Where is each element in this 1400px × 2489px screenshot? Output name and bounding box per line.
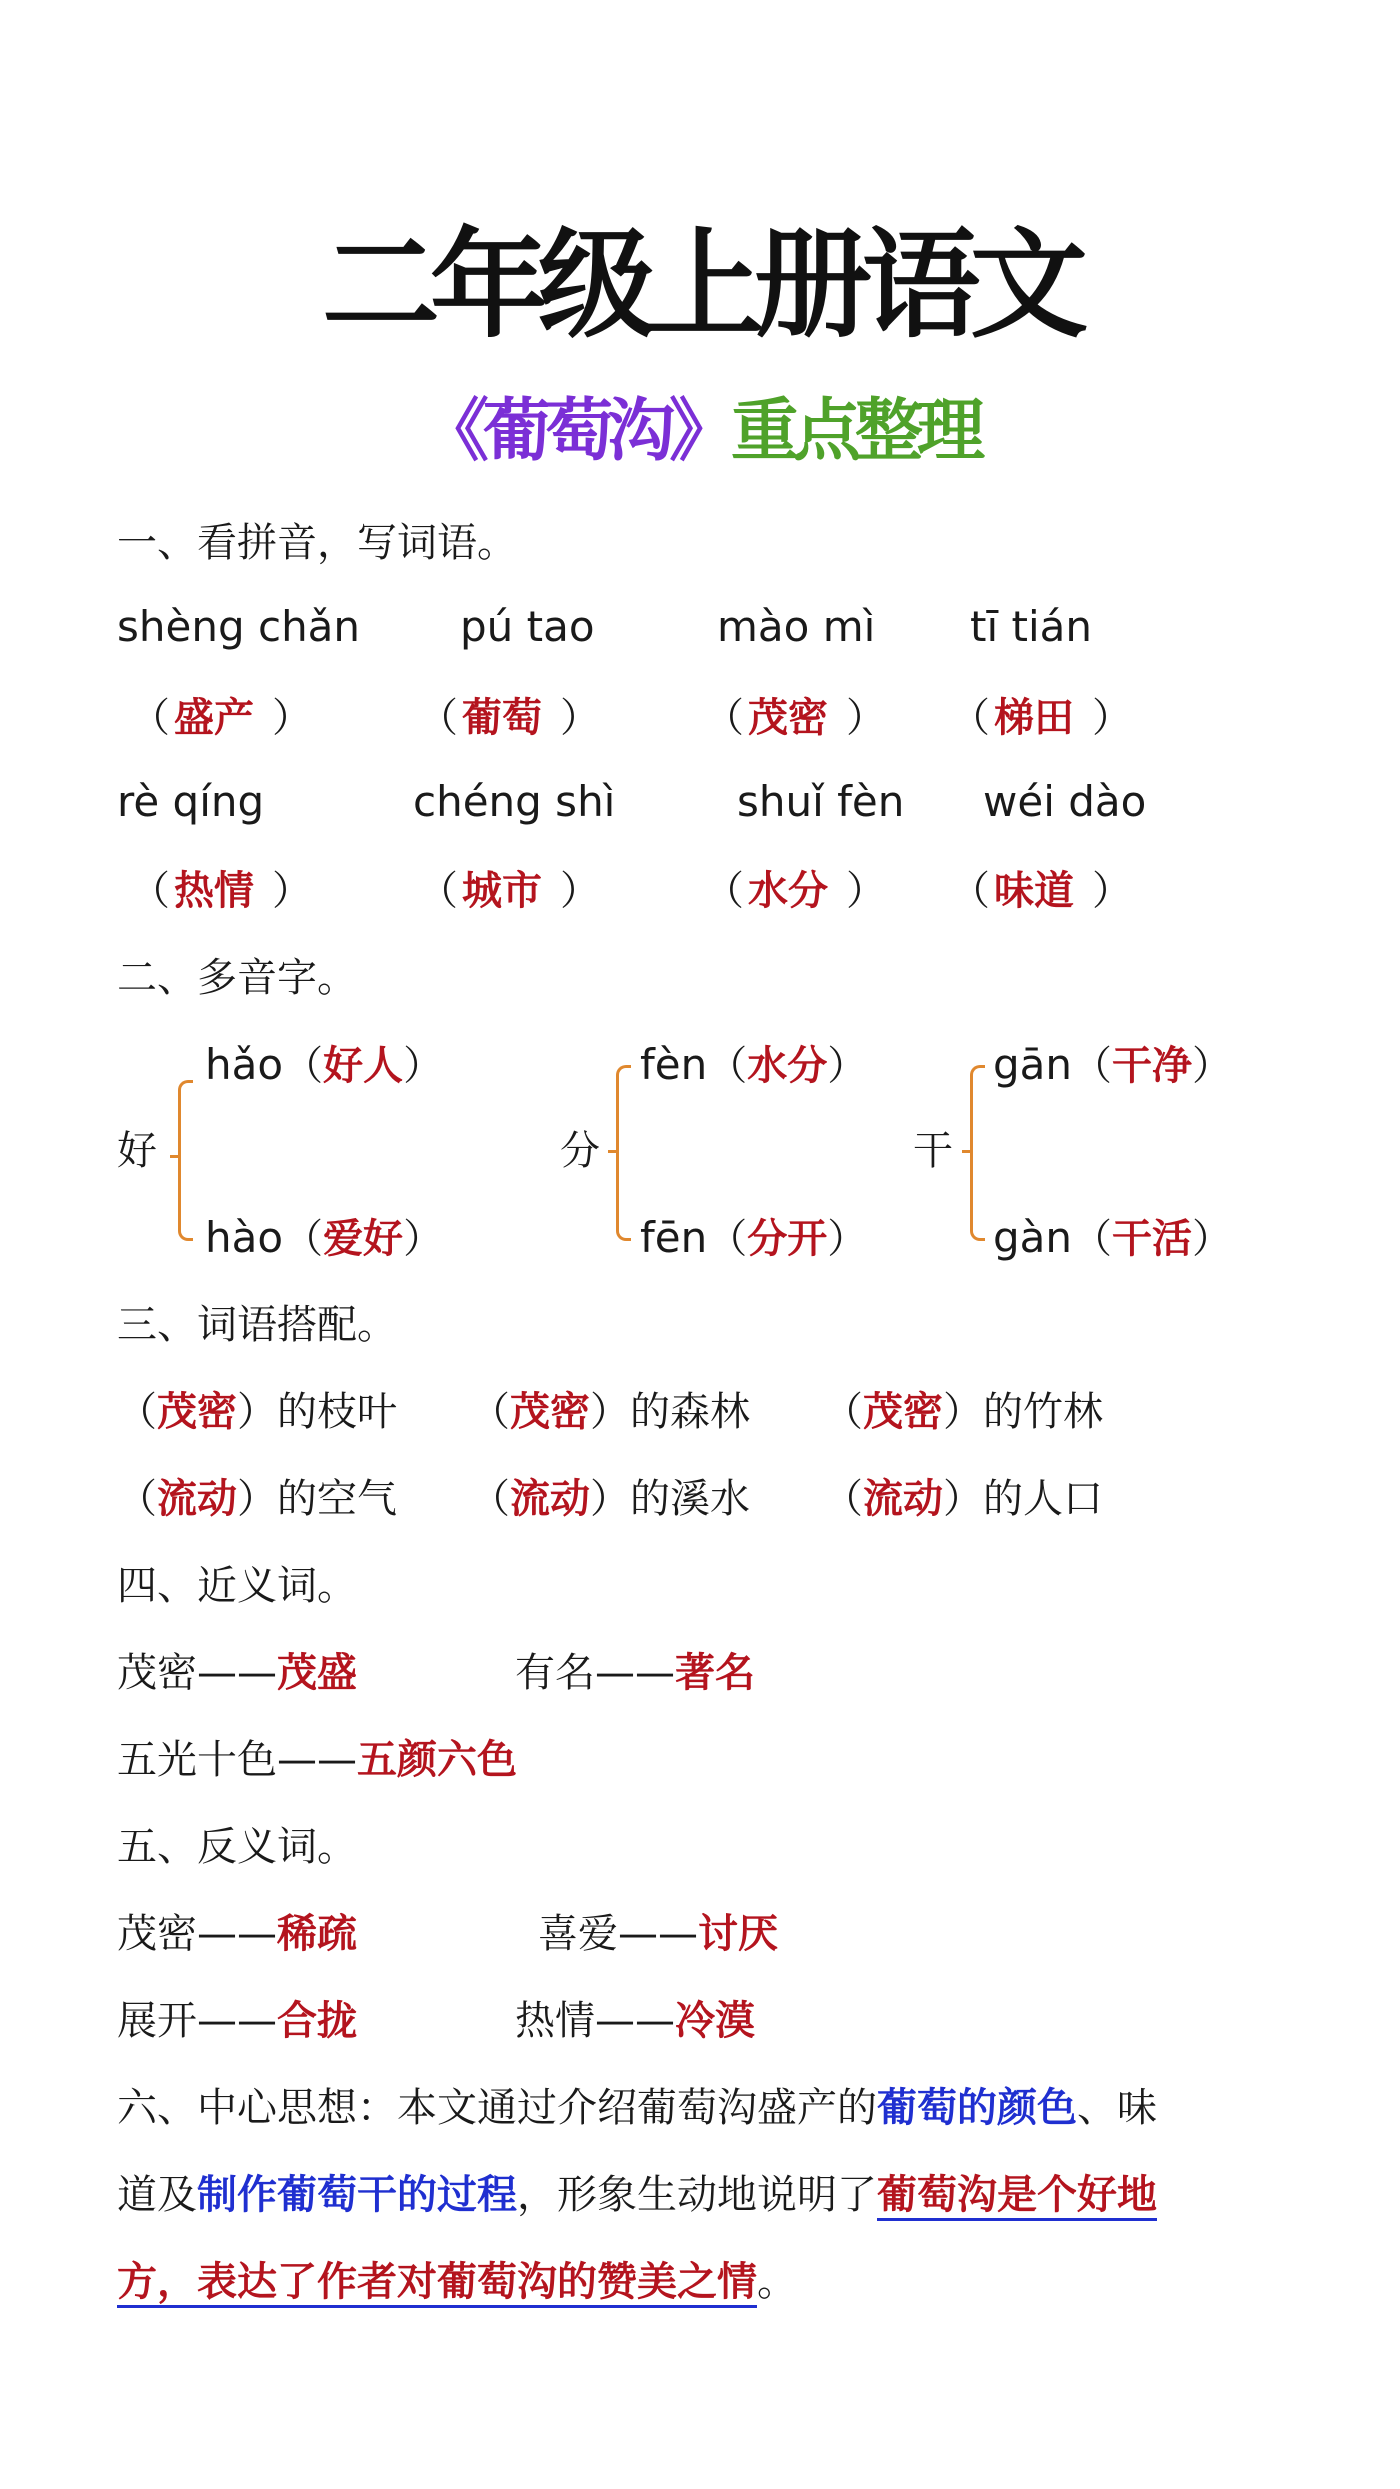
highlight-phrase: 制作葡萄干的过程 <box>197 2172 517 2218</box>
brace-tip-icon <box>170 1155 180 1158</box>
answer-box: （ 茂密 ） <box>704 695 886 741</box>
answer-text: 城市 <box>462 868 542 914</box>
brace-icon <box>178 1080 193 1241</box>
answer-text: 水分 <box>748 868 828 914</box>
main-idea-line-2: 道及制作葡萄干的过程，形象生动地说明了葡萄沟是个好地 <box>117 2167 1157 2223</box>
pinyin-4: tī tián <box>970 602 1092 651</box>
lesson-name: 《葡萄沟》 <box>420 392 731 471</box>
page-title: 二年级上册语文 <box>321 216 1078 354</box>
underlined-conclusion: 方，表达了作者对葡萄沟的赞美之情 <box>117 2259 757 2308</box>
collocation: （茂密）的枝叶 <box>117 1389 397 1435</box>
answer-text: 葡萄 <box>462 695 542 741</box>
collocation: （流动）的溪水 <box>470 1476 750 1522</box>
polyphone-top: hǎo（好人） <box>205 1040 444 1089</box>
section-3-heading: 三、词语搭配。 <box>117 1302 397 1348</box>
polyphone-char: 好 <box>117 1128 157 1174</box>
polyphone-char: 分 <box>560 1128 600 1174</box>
subtitle-suffix: 重点整理 <box>731 392 980 471</box>
antonym-pair: 茂密——稀疏 <box>117 1911 357 1957</box>
polyphone-char: 干 <box>913 1128 953 1174</box>
antonym-pair: 喜爱——讨厌 <box>538 1911 778 1957</box>
collocation: （茂密）的竹林 <box>823 1389 1103 1435</box>
pinyin-5: rè qíng <box>117 777 265 826</box>
section-5-heading: 五、反义词。 <box>117 1824 357 1870</box>
answer-text: 盛产 <box>174 695 254 741</box>
highlight-phrase: 葡萄的颜色 <box>877 2085 1077 2131</box>
answer-box: （ 城市 ） <box>418 868 600 914</box>
collocation: （流动）的空气 <box>117 1476 397 1522</box>
synonym-pair: 有名——著名 <box>515 1650 755 1696</box>
antonym-pair: 展开——合拢 <box>117 1998 357 2044</box>
main-idea-line-1: 六、中心思想：本文通过介绍葡萄沟盛产的葡萄的颜色、味 <box>117 2085 1157 2131</box>
answer-text: 梯田 <box>994 695 1074 741</box>
collocation: （茂密）的森林 <box>470 1389 750 1435</box>
answer-box: （ 热情 ） <box>130 868 312 914</box>
underlined-conclusion: 葡萄沟是个好地 <box>877 2172 1157 2221</box>
answer-text: 茂密 <box>748 695 828 741</box>
polyphone-top: fèn（水分） <box>640 1040 868 1089</box>
brace-tip-icon <box>608 1150 618 1153</box>
page-subtitle <box>0 392 1400 472</box>
section-1-heading: 一、看拼音，写词语。 <box>117 520 517 566</box>
answer-box: （ 梯田 ） <box>950 695 1132 741</box>
polyphone-bottom: gàn（干活） <box>993 1213 1233 1262</box>
polyphone-bottom: hào（爱好） <box>205 1213 444 1262</box>
section-4-heading: 四、近义词。 <box>117 1563 357 1609</box>
pinyin-8: wéi dào <box>983 777 1147 826</box>
section-2-heading: 二、多音字。 <box>117 955 357 1001</box>
answer-text: 味道 <box>994 868 1074 914</box>
pinyin-1: shèng chǎn <box>117 602 361 651</box>
synonym-pair: 茂密——茂盛 <box>117 1650 357 1696</box>
main-idea-line-3: 方，表达了作者对葡萄沟的赞美之情。 <box>117 2254 797 2310</box>
pinyin-2: pú tao <box>460 602 595 651</box>
polyphone-top: gān（干净） <box>993 1040 1233 1089</box>
polyphone-bottom: fēn（分开） <box>640 1213 868 1262</box>
answer-text: 热情 <box>174 868 254 914</box>
pinyin-6: chéng shì <box>413 777 616 826</box>
synonym-pair: 五光十色——五颜六色 <box>117 1737 517 1783</box>
answer-box: （ 葡萄 ） <box>418 695 600 741</box>
answer-box: （ 味道 ） <box>950 868 1132 914</box>
answer-box: （ 水分 ） <box>704 868 886 914</box>
answer-box: （ 盛产 ） <box>130 695 312 741</box>
pinyin-7: shuǐ fèn <box>737 777 905 826</box>
antonym-pair: 热情——冷漠 <box>515 1998 755 2044</box>
pinyin-3: mào mì <box>717 602 876 651</box>
collocation: （流动）的人口 <box>823 1476 1103 1522</box>
brace-icon <box>970 1065 985 1241</box>
brace-tip-icon <box>962 1150 972 1153</box>
brace-icon <box>616 1065 631 1241</box>
